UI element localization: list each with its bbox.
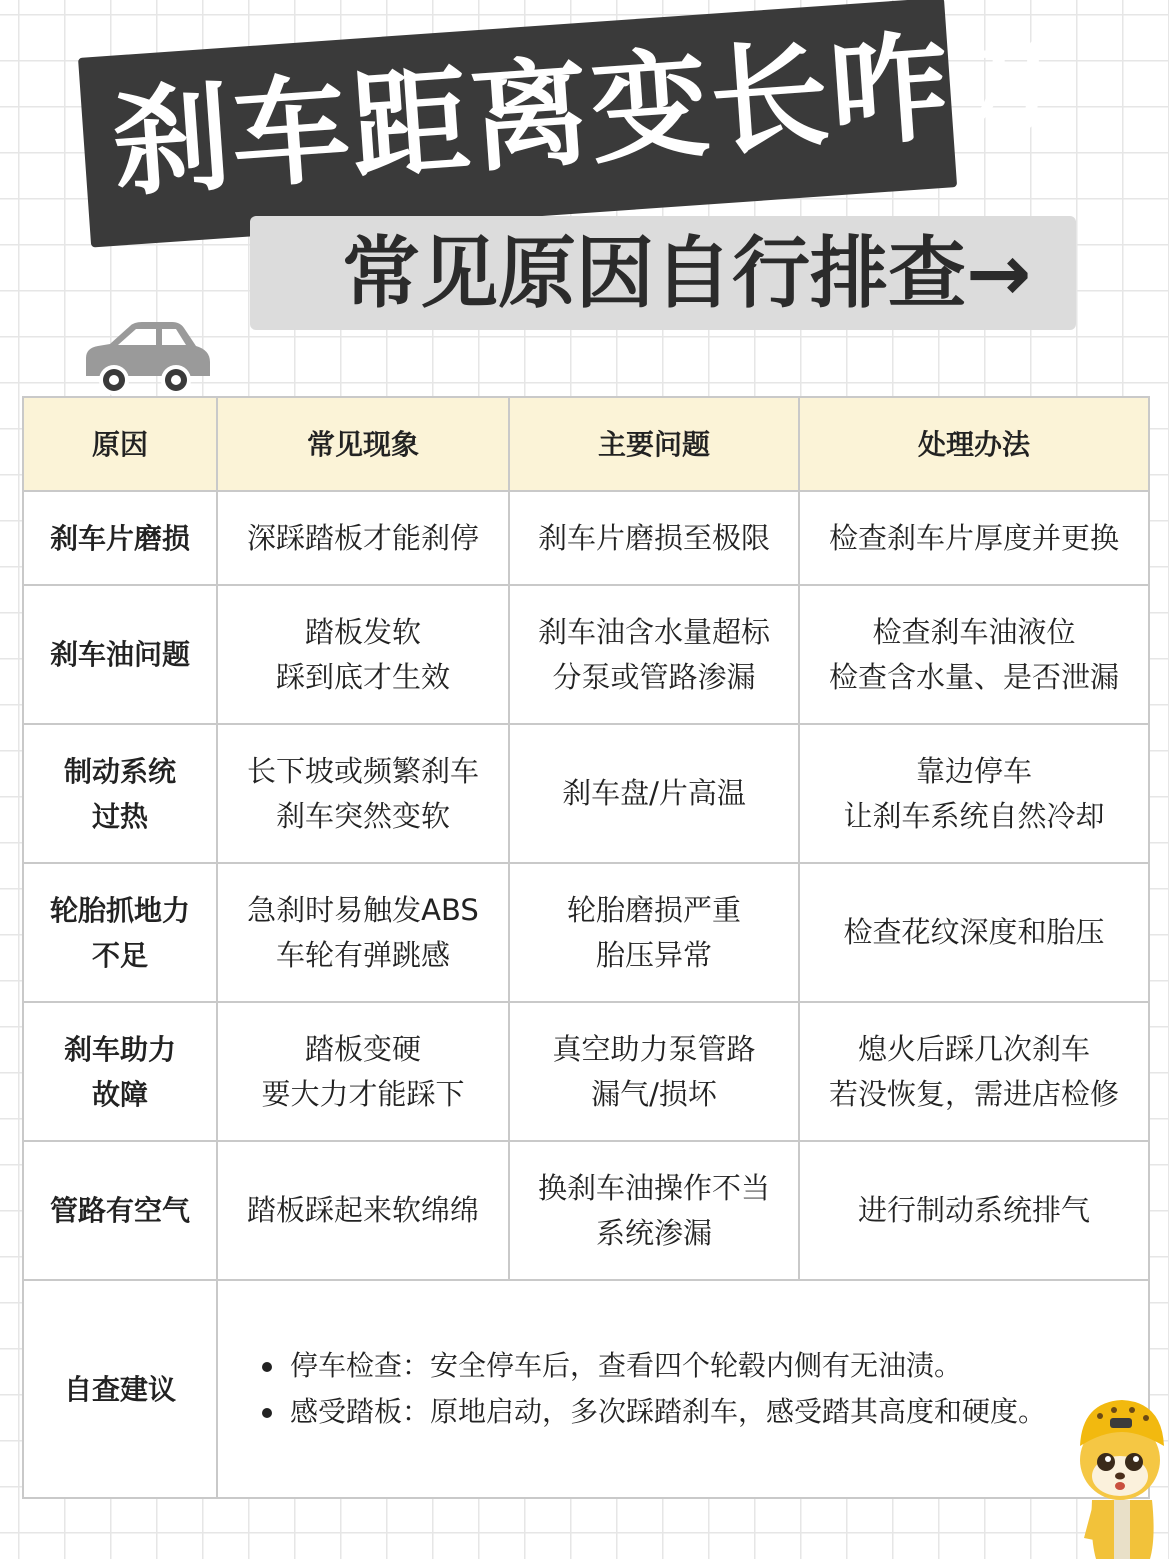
phenomenon-cell: 长下坡或频繁刹车 刹车突然变软 xyxy=(217,724,509,863)
problem-cell: 轮胎磨损严重 胎压异常 xyxy=(509,863,799,1002)
phenomenon-cell: 踏板发软 踩到底才生效 xyxy=(217,585,509,724)
solution-cell: 熄火后踩几次刹车 若没恢复，需进店检修 xyxy=(799,1002,1149,1141)
page-subtitle: 常见原因自行排查→ xyxy=(342,229,1032,319)
table-header-row xyxy=(23,397,1149,491)
solution-cell: 检查花纹深度和胎压 xyxy=(799,863,1149,1002)
column-header: 主要问题 xyxy=(509,397,799,491)
table-row xyxy=(23,585,1149,724)
car-icon xyxy=(80,318,214,398)
reason-cell: 刹车片磨损 xyxy=(23,491,217,585)
reason-cell: 制动系统 过热 xyxy=(23,724,217,863)
reason-cell: 管路有空气 xyxy=(23,1141,217,1280)
column-header: 常见现象 xyxy=(217,397,509,491)
advice-cell xyxy=(217,1280,1149,1498)
problem-cell: 刹车片磨损至极限 xyxy=(509,491,799,585)
reason-cell: 刹车助力 故障 xyxy=(23,1002,217,1141)
diagnosis-table xyxy=(22,396,1150,1499)
table-row xyxy=(23,863,1149,1002)
phenomenon-cell: 深踩踏板才能刹停 xyxy=(217,491,509,585)
table-row xyxy=(23,491,1149,585)
table-row xyxy=(23,1002,1149,1141)
problem-cell: 真空助力泵管路 漏气/损坏 xyxy=(509,1002,799,1141)
phenomenon-cell: 踏板踩起来软绵绵 xyxy=(217,1141,509,1280)
advice-row xyxy=(23,1280,1149,1498)
problem-cell: 刹车盘/片高温 xyxy=(509,724,799,863)
advice-item: 感受踏板：原地启动，多次踩踏刹车，感受踏其高度和硬度。 xyxy=(258,1389,1148,1435)
problem-cell: 换刹车油操作不当 系统渗漏 xyxy=(509,1141,799,1280)
table-row xyxy=(23,724,1149,863)
solution-cell: 靠边停车 让刹车系统自然冷却 xyxy=(799,724,1149,863)
solution-cell: 进行制动系统排气 xyxy=(799,1141,1149,1280)
solution-cell: 检查刹车油液位 检查含水量、是否泄漏 xyxy=(799,585,1149,724)
advice-list xyxy=(258,1343,1148,1435)
reason-cell: 刹车油问题 xyxy=(23,585,217,724)
column-header: 处理办法 xyxy=(799,397,1149,491)
phenomenon-cell: 踏板变硬 要大力才能踩下 xyxy=(217,1002,509,1141)
problem-cell: 刹车油含水量超标 分泵或管路渗漏 xyxy=(509,585,799,724)
phenomenon-cell: 急刹时易触发ABS 车轮有弹跳感 xyxy=(217,863,509,1002)
table-row xyxy=(23,1141,1149,1280)
advice-item: 停车检查：安全停车后，查看四个轮毂内侧有无油渍。 xyxy=(258,1343,1148,1389)
solution-cell: 检查刹车片厚度并更换 xyxy=(799,491,1149,585)
cheetah-mascot-icon xyxy=(1070,1388,1169,1559)
page-title: 刹车距离变长咋办 xyxy=(107,9,1075,214)
reason-cell: 轮胎抓地力 不足 xyxy=(23,863,217,1002)
column-header: 原因 xyxy=(23,397,217,491)
advice-label: 自查建议 xyxy=(23,1280,217,1498)
